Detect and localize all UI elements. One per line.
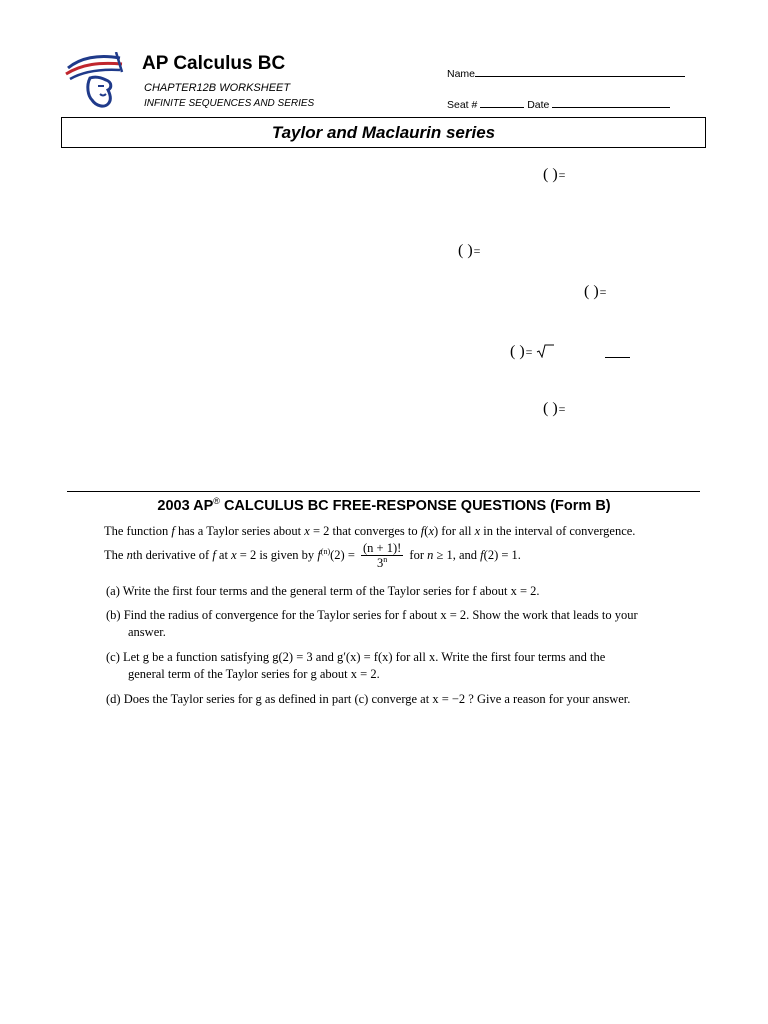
function-fragment-4 <box>510 343 550 361</box>
title-box <box>61 117 706 148</box>
paren-pair: ( ) <box>458 242 473 259</box>
equals-sign: = <box>599 285 607 299</box>
worksheet-label: CHAPTER12B WORKSHEET <box>144 82 291 94</box>
paren-pair: ( ) <box>510 343 525 360</box>
equals-sign: = <box>558 402 566 416</box>
frq-part-d: (d) Does the Taylor series for g as defined in part (c) converge at x = −2 ? Give a reason for your answer. <box>106 692 631 706</box>
frq-intro-line-1: The function f has a Taylor series about x = 2 that converges to f(x) for all x in the interval of convergence. <box>104 524 636 538</box>
registered-mark: ® <box>213 496 220 506</box>
frq-part-a: (a) Write the first four terms and the general term of the Taylor series for f about x = 2. <box>106 584 540 598</box>
paren-pair: ( ) <box>543 166 558 183</box>
course-title: AP Calculus BC <box>142 53 286 74</box>
frq-part-c-line-2: general term of the Taylor series for g about x = 2. <box>128 667 380 681</box>
date-label: Date <box>527 99 550 111</box>
function-fragment-2 <box>458 242 480 260</box>
school-logo-icon <box>64 52 130 112</box>
function-fragment-5 <box>543 400 565 418</box>
function-fragment-1 <box>543 166 565 184</box>
unit-label: INFINITE SEQUENCES AND SERIES <box>144 98 315 109</box>
frq-year: 2003 AP <box>157 498 214 514</box>
name-field[interactable] <box>447 66 685 80</box>
fraction-bar <box>605 357 630 358</box>
equals-sign: = <box>473 244 481 258</box>
seat-blank-line[interactable] <box>480 97 524 108</box>
free-response-heading <box>0 496 768 514</box>
section-divider <box>67 491 700 492</box>
name-label: Name <box>447 68 476 80</box>
derivative-fraction: $\frac{(n + 1)!}{3^n}$ <box>363 541 402 571</box>
date-blank-line[interactable] <box>552 97 670 108</box>
worksheet-title: Taylor and Maclaurin series <box>271 122 496 142</box>
seat-label: Seat # <box>447 99 478 111</box>
name-blank-line[interactable] <box>475 66 685 77</box>
frq-heading-text: CALCULUS BC FREE-RESPONSE QUESTIONS (Form B) <box>223 498 611 514</box>
equals-sign: = <box>525 345 533 359</box>
frq-intro-line-2: The nth derivative of f at x = 2 is given by $f^{(n)}(2)$ = $\frac{(n + 1)!}{3^n}$ for n ≥ 1, and f(2) = 1. <box>104 541 521 571</box>
seat-field[interactable] <box>447 97 670 111</box>
paren-pair: ( ) <box>543 400 558 417</box>
paren-pair: ( ) <box>584 283 599 300</box>
frq-part-c-line-1: (c) Let g be a function satisfying g(2) = 3 and g′(x) = f(x) for all x. Write the first four terms and the <box>106 650 606 664</box>
function-fragment-3 <box>584 283 606 301</box>
square-root-icon <box>536 344 550 358</box>
frq-part-b-line-1: (b) Find the radius of convergence for the Taylor series for f about x = 2. Show the work that leads to your <box>106 608 638 622</box>
equals-sign: = <box>558 168 566 182</box>
frq-part-b-line-2: answer. <box>128 625 166 639</box>
